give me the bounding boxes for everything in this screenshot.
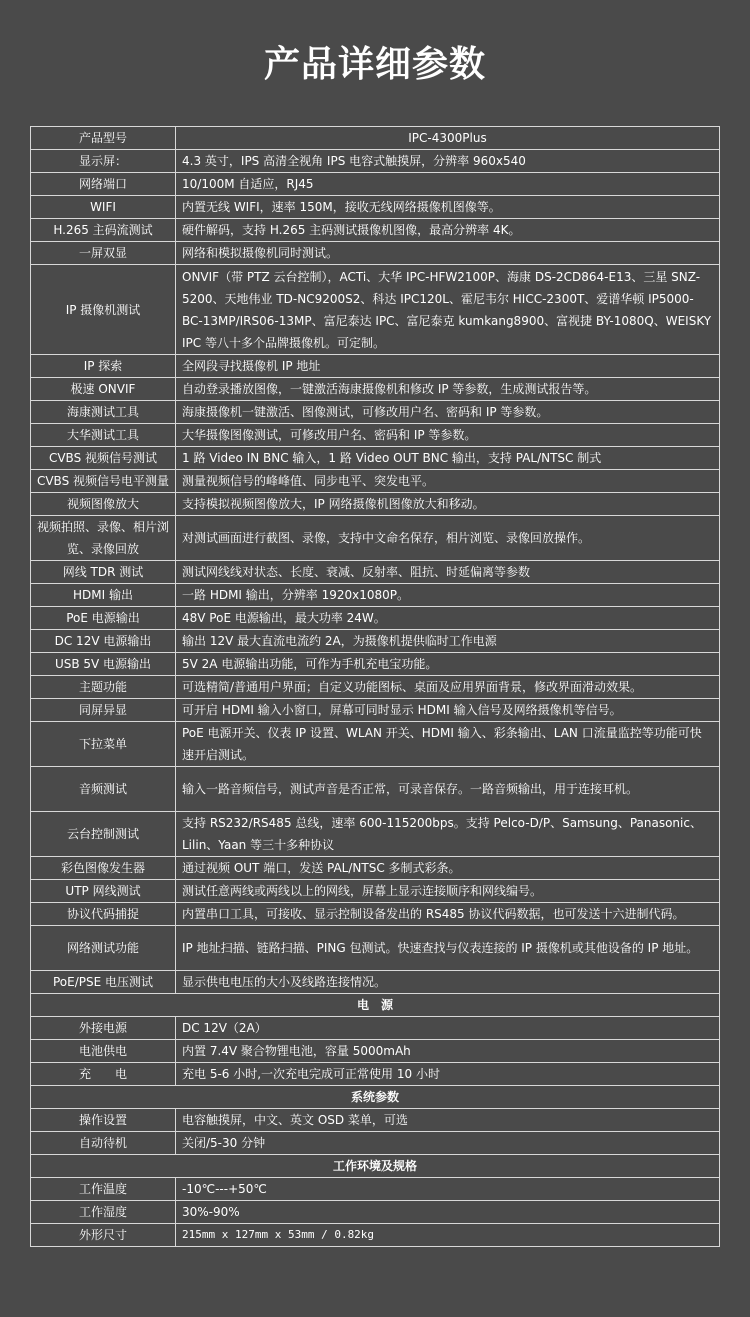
row-value: 1 路 Video IN BNC 输入，1 路 Video OUT BNC 输出，支持 PAL/NTSC 制式: [176, 447, 720, 470]
table-row: [31, 1017, 720, 1040]
table-row: [31, 493, 720, 516]
row-label: 视频图像放大: [31, 493, 176, 516]
row-label: 网络端口: [31, 173, 176, 196]
table-row: [31, 653, 720, 676]
row-value: 内置串口工具，可接收、显示控制设备发出的 RS485 协议代码数据，也可发送十六进制代码。: [176, 903, 720, 926]
row-label: 充 电: [31, 1063, 176, 1086]
row-value: 测试任意两线或两线以上的网线，屏幕上显示连接顺序和网线编号。: [176, 880, 720, 903]
table-row: [31, 424, 720, 447]
table-row: [31, 265, 720, 355]
row-value: 海康摄像机一键激活、图像测试，可修改用户名、密码和 IP 等参数。: [176, 401, 720, 424]
section-header-row: [31, 1086, 720, 1109]
table-row: [31, 630, 720, 653]
table-row: [31, 378, 720, 401]
table-row: [31, 355, 720, 378]
table-row: [31, 1201, 720, 1224]
row-value: PoE 电源开关、仪表 IP 设置、WLAN 开关、HDMI 输入、彩条输出、LAN 口流量监控等功能可快速开启测试。: [176, 722, 720, 767]
row-label: IP 探索: [31, 355, 176, 378]
row-value: 显示供电电压的大小及线路连接情况。: [176, 971, 720, 994]
row-value: 网络和模拟摄像机同时测试。: [176, 242, 720, 265]
table-row: [31, 470, 720, 493]
table-row: [31, 607, 720, 630]
row-label: USB 5V 电源输出: [31, 653, 176, 676]
row-value: 支持 RS232/RS485 总线，速率 600-115200bps。支持 Pelco-D/P、Samsung、Panasonic、Lilin、Yaan 等三十多种协议: [176, 812, 720, 857]
row-value: 测量视频信号的峰峰值、同步电平、突发电平。: [176, 470, 720, 493]
table-row: [31, 1132, 720, 1155]
row-label: 主题功能: [31, 676, 176, 699]
row-value: DC 12V（2A）: [176, 1017, 720, 1040]
row-label: 协议代码捕捉: [31, 903, 176, 926]
spec-table: [30, 126, 720, 1247]
table-row: [31, 971, 720, 994]
row-label: DC 12V 电源输出: [31, 630, 176, 653]
row-label: 一屏双显: [31, 242, 176, 265]
row-value: -10℃---+50℃: [176, 1178, 720, 1201]
row-label: H.265 主码流测试: [31, 219, 176, 242]
row-value: 48V PoE 电源输出，最大功率 24W。: [176, 607, 720, 630]
table-row: [31, 401, 720, 424]
row-label: 自动待机: [31, 1132, 176, 1155]
row-value: 充电 5-6 小时,一次充电完成可正常使用 10 小时: [176, 1063, 720, 1086]
row-value: 内置 7.4V 聚合物锂电池，容量 5000mAh: [176, 1040, 720, 1063]
table-row: [31, 926, 720, 971]
row-label: 音频测试: [31, 767, 176, 812]
row-label: CVBS 视频信号电平测量: [31, 470, 176, 493]
table-row: [31, 127, 720, 150]
row-value: 自动登录播放图像，一键激活海康摄像机和修改 IP 等参数，生成测试报告等。: [176, 378, 720, 401]
row-value: 可开启 HDMI 输入小窗口，屏幕可同时显示 HDMI 输入信号及网络摄像机等信号。: [176, 699, 720, 722]
row-label: 操作设置: [31, 1109, 176, 1132]
table-row: [31, 699, 720, 722]
row-label: PoE/PSE 电压测试: [31, 971, 176, 994]
section-heading-environment: 工作环境及规格: [31, 1155, 720, 1178]
row-value: 通过视频 OUT 端口，发送 PAL/NTSC 多制式彩条。: [176, 857, 720, 880]
row-value: 关闭/5-30 分钟: [176, 1132, 720, 1155]
row-value: 大华摄像图像测试，可修改用户名、密码和 IP 等参数。: [176, 424, 720, 447]
row-label: 海康测试工具: [31, 401, 176, 424]
table-row: [31, 767, 720, 812]
row-label: 云台控制测试: [31, 812, 176, 857]
row-label: 工作湿度: [31, 1201, 176, 1224]
section-heading-system: 系统参数: [31, 1086, 720, 1109]
row-value: 内置无线 WIFI，速率 150M，接收无线网络摄像机图像等。: [176, 196, 720, 219]
row-label: 电池供电: [31, 1040, 176, 1063]
page-title: 产品详细参数: [263, 44, 486, 85]
table-row: [31, 196, 720, 219]
table-row: [31, 150, 720, 173]
table-row: [31, 584, 720, 607]
table-row: [31, 173, 720, 196]
row-value: 测试网线线对状态、长度、衰减、反射率、阻抗、时延偏离等参数: [176, 561, 720, 584]
section-header-row: [31, 994, 720, 1017]
row-value: ONVIF（带 PTZ 云台控制），ACTi、大华 IPC-HFW2100P、海康 DS-2CD864-E13、三星 SNZ-5200、天地伟业 TD-NC9200S2、科达 IPC120L、霍尼韦尔 HICC-2300T、爱谱华顿 IP5000-BC-13MP/IRS06-13MP、富尼泰达 IPC、富尼泰克 kumkang8900、富视捷 BY-1080Q、WEISKY IPC 等八十多个品牌摄像机。可定制。: [176, 265, 720, 355]
table-row: [31, 1178, 720, 1201]
row-value: IPC-4300Plus: [176, 127, 720, 150]
row-label: 外接电源: [31, 1017, 176, 1040]
table-row: [31, 903, 720, 926]
row-label: CVBS 视频信号测试: [31, 447, 176, 470]
table-row: [31, 676, 720, 699]
row-value: 10/100M 自适应，RJ45: [176, 173, 720, 196]
row-value: 4.3 英寸，IPS 高清全视角 IPS 电容式触摸屏，分辨率 960x540: [176, 150, 720, 173]
table-row: [31, 1109, 720, 1132]
row-label: 极速 ONVIF: [31, 378, 176, 401]
row-value: IP 地址扫描、链路扫描、PING 包测试。快速查找与仪表连接的 IP 摄像机或其他设备的 IP 地址。: [176, 926, 720, 971]
row-value: 输入一路音频信号，测试声音是否正常，可录音保存。一路音频输出，用于连接耳机。: [176, 767, 720, 812]
row-label: IP 摄像机测试: [31, 265, 176, 355]
table-row: [31, 1040, 720, 1063]
row-label: PoE 电源输出: [31, 607, 176, 630]
row-label: 工作温度: [31, 1178, 176, 1201]
row-value: 全网段寻找摄像机 IP 地址: [176, 355, 720, 378]
row-value: 一路 HDMI 输出，分辨率 1920x1080P。: [176, 584, 720, 607]
table-row: [31, 516, 720, 561]
row-label: 视频拍照、录像、相片浏览、录像回放: [31, 516, 176, 561]
table-row: [31, 857, 720, 880]
row-label: WIFI: [31, 196, 176, 219]
table-row: [31, 561, 720, 584]
row-label: UTP 网线测试: [31, 880, 176, 903]
row-value: 电容触摸屏，中文、英文 OSD 菜单，可选: [176, 1109, 720, 1132]
table-row: [31, 219, 720, 242]
row-value: 215mm x 127mm x 53mm / 0.82kg: [176, 1224, 720, 1247]
row-label: 大华测试工具: [31, 424, 176, 447]
row-value: 支持模拟视频图像放大，IP 网络摄像机图像放大和移动。: [176, 493, 720, 516]
section-heading-power: 电 源: [31, 994, 720, 1017]
row-value: 对测试画面进行截图、录像，支持中文命名保存，相片浏览、录像回放操作。: [176, 516, 720, 561]
row-label: 网线 TDR 测试: [31, 561, 176, 584]
row-label: 下拉菜单: [31, 722, 176, 767]
row-label: 产品型号: [31, 127, 176, 150]
row-value: 输出 12V 最大直流电流约 2A，为摄像机提供临时工作电源: [176, 630, 720, 653]
row-label: 外形尺寸: [31, 1224, 176, 1247]
row-value: 硬件解码，支持 H.265 主码测试摄像机图像，最高分辨率 4K。: [176, 219, 720, 242]
row-value: 30%-90%: [176, 1201, 720, 1224]
row-value: 可选精简/普通用户界面；自定义功能图标、桌面及应用界面背景，修改界面滑动效果。: [176, 676, 720, 699]
row-label: 显示屏：: [31, 150, 176, 173]
table-row: [31, 1224, 720, 1247]
table-row: [31, 722, 720, 767]
row-label: 同屏异显: [31, 699, 176, 722]
table-row: [31, 880, 720, 903]
section-header-row: [31, 1155, 720, 1178]
row-value: 5V 2A 电源输出功能，可作为手机充电宝功能。: [176, 653, 720, 676]
table-row: [31, 242, 720, 265]
table-row: [31, 447, 720, 470]
row-label: HDMI 输出: [31, 584, 176, 607]
table-row: [31, 1063, 720, 1086]
row-label: 网络测试功能: [31, 926, 176, 971]
row-label: 彩色图像发生器: [31, 857, 176, 880]
table-row: [31, 812, 720, 857]
